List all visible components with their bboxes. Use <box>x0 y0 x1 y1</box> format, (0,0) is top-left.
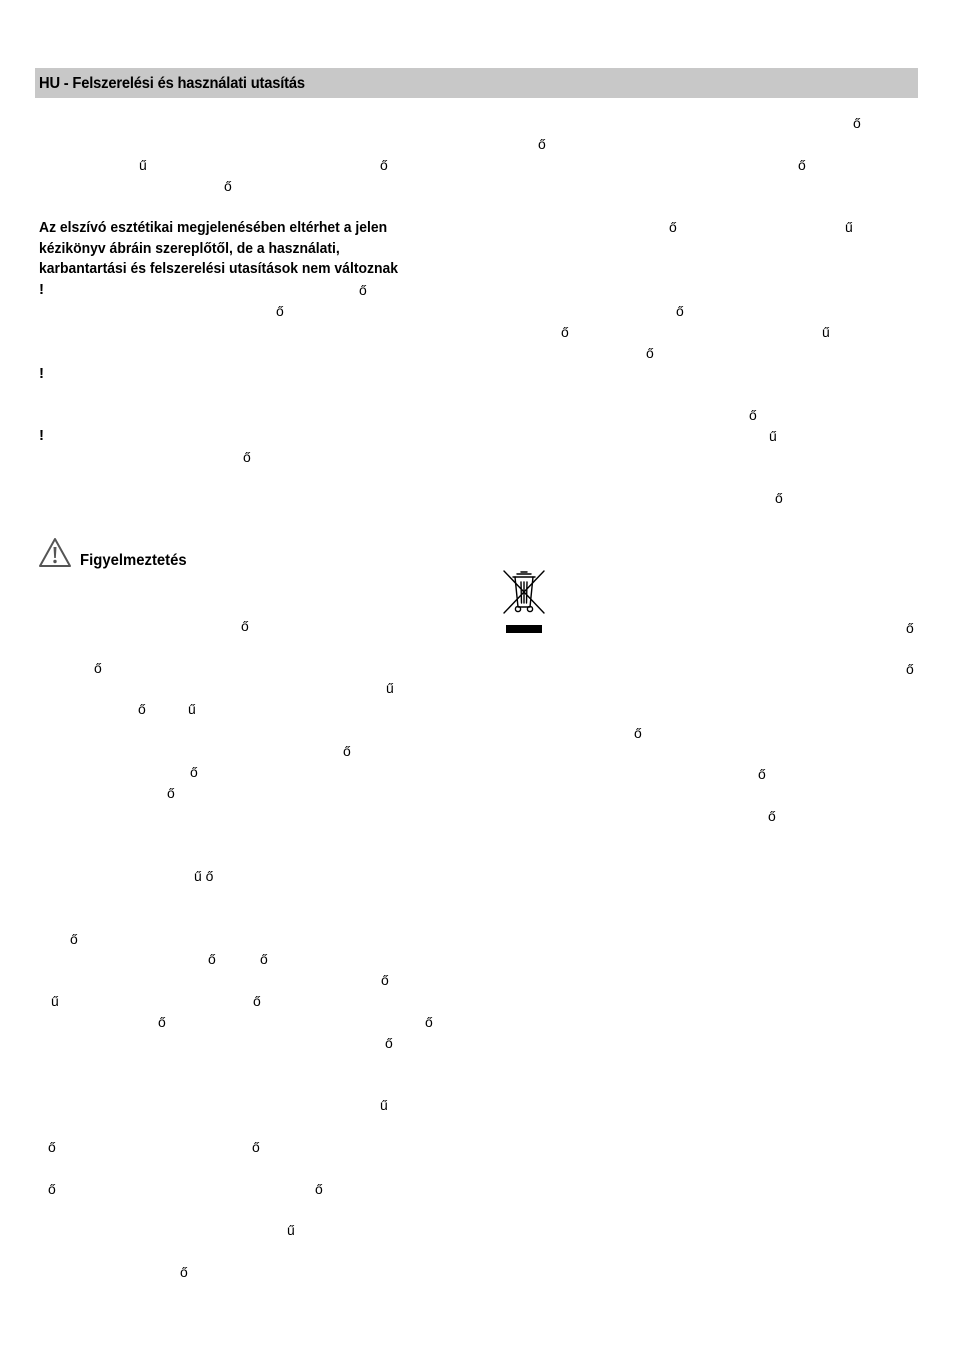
text-fragment: ő <box>224 178 232 194</box>
text-fragment: ő <box>758 766 766 782</box>
warning-triangle-icon <box>38 537 72 569</box>
text-fragment: ű <box>822 324 830 340</box>
text-fragment: ő <box>276 303 284 319</box>
text-fragment: ő <box>768 808 776 824</box>
text-fragment: ű <box>139 157 147 173</box>
text-fragment: ű <box>287 1222 295 1238</box>
warning-title: Figyelmeztetés <box>80 552 187 569</box>
text-fragment: ő <box>315 1181 323 1197</box>
text-fragment: ő <box>380 157 388 173</box>
text-fragment: ő <box>180 1264 188 1280</box>
attention-mark: ! <box>39 365 44 382</box>
text-fragment: ű <box>380 1097 388 1113</box>
text-fragment: ő <box>798 157 806 173</box>
text-fragment: ő <box>676 303 684 319</box>
text-fragment: ő <box>94 660 102 676</box>
text-fragment: ő <box>70 931 78 947</box>
section-header <box>35 68 918 98</box>
text-fragment: ő <box>634 725 642 741</box>
text-fragment: ő <box>906 661 914 677</box>
text-fragment: ő <box>48 1139 56 1155</box>
crossed-out-wheelie-bin-icon <box>502 569 546 635</box>
text-fragment: ő <box>561 324 569 340</box>
attention-mark: ! <box>39 427 44 444</box>
text-fragment: ő <box>749 407 757 423</box>
appearance-notice <box>39 218 430 280</box>
text-fragment: ő <box>253 993 261 1009</box>
text-fragment: ő <box>381 972 389 988</box>
text-fragment: ű ő <box>194 868 214 884</box>
appearance-notice-line: karbantartási és felszerelési utasítások nem változnak <box>39 260 398 277</box>
text-fragment: ő <box>208 951 216 967</box>
text-fragment: ő <box>538 136 546 152</box>
text-fragment: ő <box>241 618 249 634</box>
text-fragment: ő <box>138 701 146 717</box>
text-fragment: ő <box>853 115 861 131</box>
text-fragment: ű <box>769 428 777 444</box>
attention-mark: ! <box>39 281 44 298</box>
text-fragment: ű <box>51 993 59 1009</box>
text-fragment: ő <box>167 785 175 801</box>
text-fragment: ő <box>260 951 268 967</box>
text-fragment: ő <box>906 620 914 636</box>
text-fragment: ő <box>190 764 198 780</box>
appearance-notice-line: Az elszívó esztétikai megjelenésében eltérhet a jelen <box>39 219 388 236</box>
text-fragment: ű <box>845 219 853 235</box>
text-fragment: ő <box>646 345 654 361</box>
section-title: HU - Felszerelési és használati utasítás <box>39 75 305 92</box>
text-fragment: ű <box>386 680 394 696</box>
appearance-notice-line: kézikönyv ábráin szereplőtől, de a használati, <box>39 239 340 257</box>
text-fragment: ő <box>252 1139 260 1155</box>
text-fragment: ő <box>48 1181 56 1197</box>
text-fragment: ő <box>669 219 677 235</box>
text-fragment: ő <box>343 743 351 759</box>
text-fragment: ő <box>243 449 251 465</box>
text-fragment: ő <box>359 282 367 298</box>
text-fragment: ő <box>385 1035 393 1051</box>
text-fragment: ő <box>775 490 783 506</box>
text-fragment: ű <box>188 701 196 717</box>
text-fragment: ő <box>158 1014 166 1030</box>
text-fragment: ő <box>425 1014 433 1030</box>
